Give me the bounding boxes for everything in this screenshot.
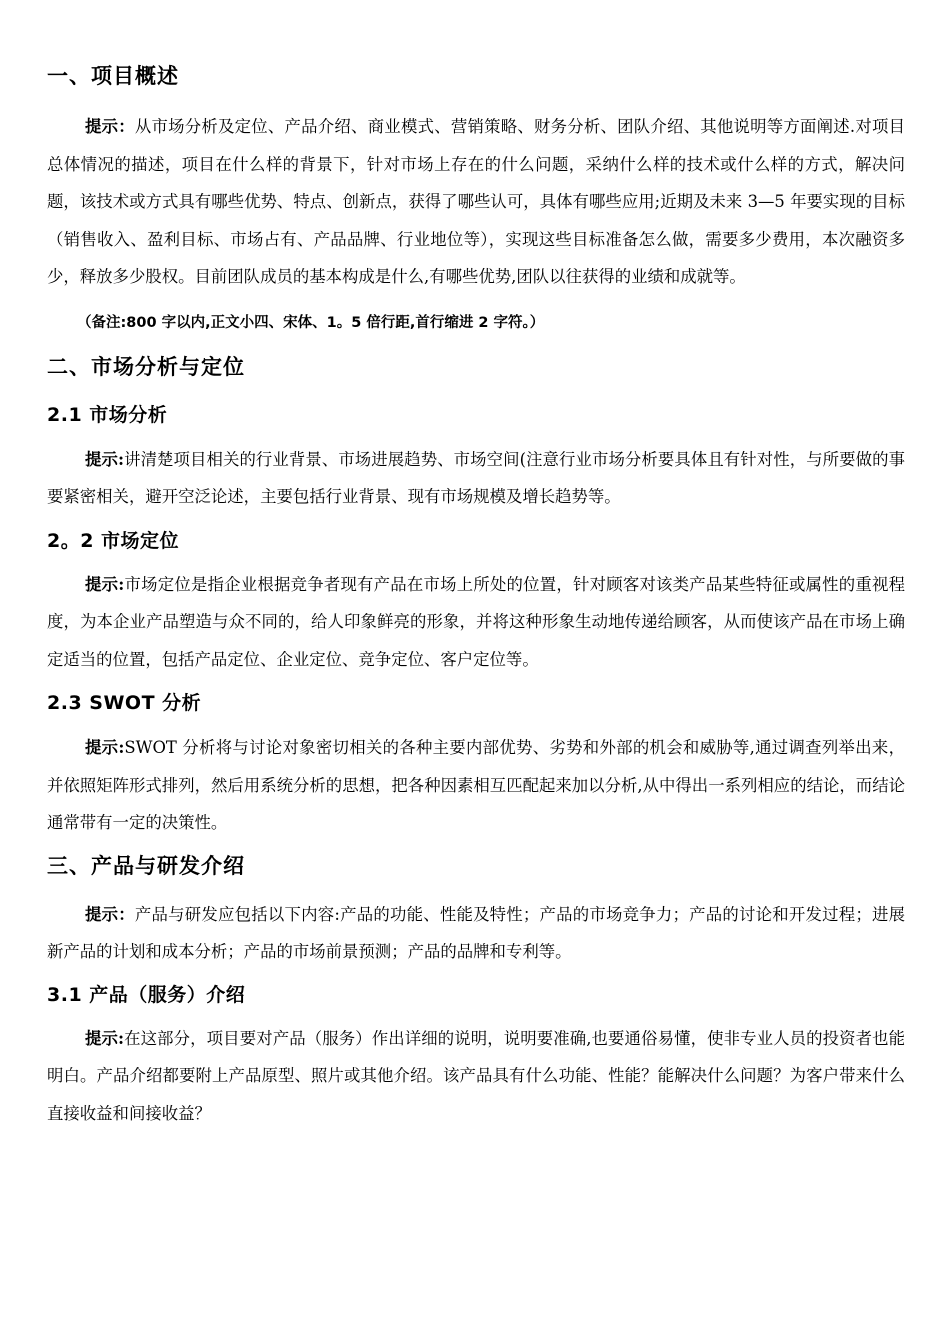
section-1-text: 从市场分析及定位、产品介绍、商业模式、营销策略、财务分析、团队介绍、其他说明等方面阐述.对项目总体情况的描述，项目在什么样的背景下，针对市场上存在的什么问题，采纳什么样的技术或什么样的方式，解决问题，该技术或方式具有哪些优势、特点、创新点，获得了哪些认可，具体有哪些应用;近期及未来 3—5 年要实现的目标（销售收入、盈利目标、市场占有、产品品牌、行业地位等），实现这些目标准备怎么做，需要多少费用，本次融资多少，释放多少股权。目前团队成员的基本构成是什么,有哪些优势,团队以往获得的业绩和成就等。	[47, 117, 905, 286]
subsection-2-2-text: 市场定位是指企业根据竞争者现有产品在市场上所处的位置，针对顾客对该类产品某些特征或属性的重视程度，为本企业产品塑造与众不同的，给人印象鲜亮的形象，并将这种形象生动地传递给顾客，从而使该产品在市场上确定适当的位置，包括产品定位、企业定位、竞争定位、客户定位等。	[47, 574, 905, 669]
section-3-text: 产品与研发应包括以下内容:产品的功能、性能及特性；产品的市场竞争力；产品的讨论和开发过程；进展新产品的计划和成本分析；产品的市场前景预测；产品的品牌和专利等。	[47, 904, 905, 961]
hint-label: 提示：	[85, 117, 135, 136]
subsection-3-1-paragraph	[47, 1020, 905, 1133]
subsection-2-2-heading: 2。2 市场定位	[47, 529, 180, 552]
subsection-3-1-text: 在这部分，项目要对产品（服务）作出详细的说明，说明要准确,也要通俗易懂，使非专业人员的投资者也能明白。产品介绍都要附上产品原型、照片或其他介绍。该产品具有什么功能、性能？能解决什么问题？为客户带来什么直接收益和间接收益？	[47, 1028, 905, 1123]
hint-label: 提示:	[85, 449, 125, 469]
subsection-2-1-heading: 2.1 市场分析	[47, 403, 168, 426]
section-1-heading: 一、项目概述	[47, 64, 179, 88]
section-3-paragraph	[47, 896, 905, 971]
document-page	[47, 58, 905, 1132]
section-3-heading: 三、产品与研发介绍	[47, 853, 245, 878]
subsection-2-1-paragraph	[47, 441, 905, 516]
subsection-2-3-text: SWOT 分析将与讨论对象密切相关的各种主要内部优势、劣势和外部的机会和威胁等,通过调查列举出来，并依照矩阵形式排列，然后用系统分析的思想，把各种因素相互匹配起来加以分析,从中得出一系列相应的结论，而结论通常带有一定的决策性。	[47, 738, 905, 832]
section-1-note: （备注:800 字以内,正文小四、宋体、1。5 倍行距,首行缩进 2 字符。）	[77, 314, 545, 331]
hint-label: 提示:	[85, 738, 125, 757]
hint-label: 提示：	[85, 904, 135, 924]
section-2-heading: 二、市场分析与定位	[47, 354, 245, 379]
subsection-2-3-heading: 2.3 SWOT 分析	[47, 692, 202, 714]
hint-label: 提示:	[85, 1028, 125, 1048]
subsection-2-3-paragraph	[47, 729, 905, 842]
hint-label: 提示:	[85, 574, 125, 594]
section-1-paragraph	[47, 108, 905, 296]
subsection-2-1-text: 讲清楚项目相关的行业背景、市场进展趋势、市场空间(注意行业市场分析要具体且有针对性，与所要做的事要紧密相关，避开空泛论述，主要包括行业背景、现有市场规模及增长趋势等。	[47, 449, 905, 506]
subsection-3-1-heading: 3.1 产品（服务）介绍	[47, 983, 246, 1006]
subsection-2-2-paragraph	[47, 566, 905, 679]
